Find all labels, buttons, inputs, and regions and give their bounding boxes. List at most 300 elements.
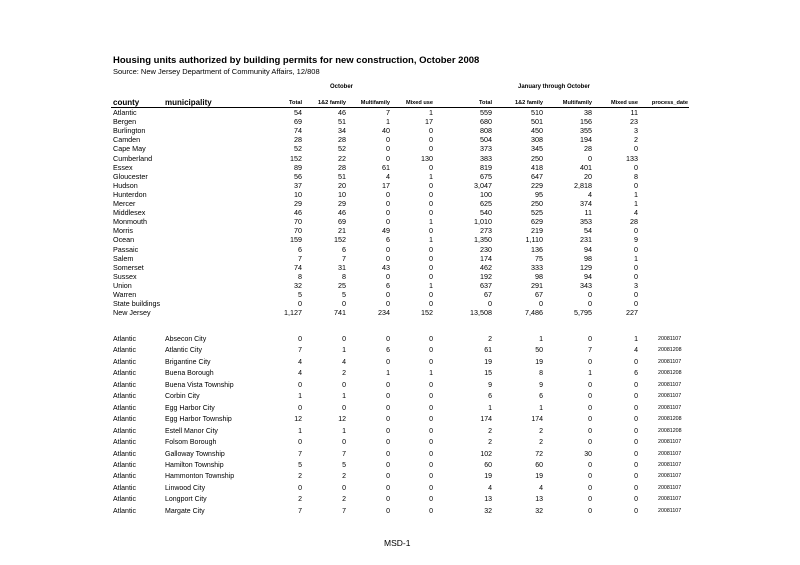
ytd-multifamily-cell: 30 [584, 450, 592, 458]
col-header-ytd-multifamily: Multifamily [562, 100, 592, 106]
oct-multifamily-cell: 1 [386, 370, 390, 378]
oct-mixed-use-cell: 0 [429, 262, 433, 272]
ytd-multifamily-cell: 0 [588, 484, 592, 492]
ytd-multifamily-cell: 7 [588, 347, 592, 355]
oct-total-cell: 52 [294, 144, 302, 154]
process-date-cell: 20081107 [658, 358, 682, 365]
oct-1and2-family-cell: 52 [338, 144, 346, 154]
table-row [0, 380, 800, 391]
oct-mixed-use-cell: 0 [429, 271, 433, 281]
ytd-1and2-family-cell: 13 [535, 496, 543, 504]
table-row [0, 108, 800, 117]
ytd-multifamily-cell: 401 [580, 162, 592, 172]
oct-mixed-use-cell: 1 [429, 108, 433, 117]
oct-1and2-family-cell: 1 [342, 347, 346, 355]
oct-multifamily-cell: 0 [386, 271, 390, 281]
municipality-cell: Estell Manor City [165, 427, 218, 435]
ytd-mixed-use-cell: 6 [634, 370, 638, 378]
oct-1and2-family-cell: 5 [342, 290, 346, 299]
ytd-total-cell: 230 [480, 244, 492, 254]
ytd-multifamily-cell: 0 [588, 496, 592, 504]
ytd-mixed-use-cell: 1 [634, 199, 638, 208]
oct-multifamily-cell: 0 [386, 496, 390, 504]
table-row [0, 135, 800, 144]
oct-multifamily-cell: 0 [386, 189, 390, 199]
oct-multifamily-cell: 0 [386, 253, 390, 263]
county-cell: Hudson [113, 180, 138, 190]
col-header-ytd-mixed-use: Mixed use [610, 100, 638, 106]
process-date-cell: 20081107 [658, 450, 682, 457]
process-date-cell: 20081107 [658, 496, 682, 503]
ytd-total-cell: 192 [480, 271, 492, 281]
ytd-mixed-use-cell: 0 [634, 226, 638, 236]
table-row [0, 144, 800, 153]
oct-total-cell: 74 [294, 262, 302, 272]
oct-1and2-family-cell: 5 [342, 461, 346, 469]
process-date-cell: 20081107 [658, 393, 682, 400]
ytd-1and2-family-cell: 219 [531, 226, 543, 236]
ytd-1and2-family-cell: 32 [535, 507, 543, 515]
table-row [0, 190, 800, 199]
ytd-total-cell: 462 [480, 262, 492, 272]
oct-mixed-use-cell: 0 [429, 473, 433, 481]
ytd-multifamily-cell: 0 [588, 439, 592, 447]
ytd-total-cell: 625 [480, 199, 492, 208]
county-cell: Camden [113, 135, 141, 145]
ytd-1and2-family-cell: 7,486 [525, 308, 543, 318]
ytd-multifamily-cell: 353 [580, 217, 592, 227]
table-row [0, 403, 800, 414]
ytd-1and2-family-cell: 525 [531, 208, 543, 218]
oct-mixed-use-cell: 0 [429, 393, 433, 401]
ytd-total-cell: 174 [480, 253, 492, 263]
ytd-total-cell: 1 [488, 404, 492, 412]
county-cell: Atlantic [113, 108, 137, 117]
table-row [0, 357, 800, 368]
ytd-total-cell: 9 [488, 381, 492, 389]
ytd-1and2-family-cell: 6 [539, 393, 543, 401]
ytd-multifamily-cell: 4 [588, 189, 592, 199]
ytd-total-cell: 4 [488, 484, 492, 492]
oct-total-cell: 74 [294, 126, 302, 136]
county-cell: Monmouth [113, 217, 147, 227]
oct-multifamily-cell: 0 [386, 450, 390, 458]
process-date-cell: 20081107 [658, 381, 682, 388]
table-row [0, 226, 800, 235]
county-cell: Atlantic [113, 416, 136, 424]
oct-total-cell: 0 [298, 381, 302, 389]
ytd-total-cell: 100 [480, 189, 492, 199]
ytd-mixed-use-cell: 0 [634, 162, 638, 172]
ytd-mixed-use-cell: 0 [634, 416, 638, 424]
municipality-cell: Egg Harbor Township [165, 416, 232, 424]
ytd-multifamily-cell: 0 [588, 461, 592, 469]
ytd-1and2-family-cell: 19 [535, 473, 543, 481]
oct-1and2-family-cell: 10 [338, 189, 346, 199]
oct-total-cell: 2 [298, 496, 302, 504]
municipality-cell: Longport City [165, 496, 207, 504]
oct-1and2-family-cell: 28 [338, 135, 346, 145]
oct-total-cell: 0 [298, 336, 302, 343]
oct-total-cell: 32 [294, 280, 302, 290]
county-cell: Atlantic [113, 496, 136, 504]
oct-total-cell: 7 [298, 253, 302, 263]
process-date-cell: 20081107 [658, 507, 682, 514]
oct-mixed-use-cell: 0 [429, 461, 433, 469]
ytd-1and2-family-cell: 229 [531, 180, 543, 190]
ytd-multifamily-cell: 94 [584, 271, 592, 281]
ytd-mixed-use-cell: 0 [634, 427, 638, 435]
oct-1and2-family-cell: 31 [338, 262, 346, 272]
table-row [0, 263, 800, 272]
ytd-total-cell: 637 [480, 280, 492, 290]
oct-mixed-use-cell: 0 [429, 208, 433, 218]
oct-total-cell: 28 [294, 135, 302, 145]
ytd-1and2-family-cell: 501 [531, 117, 543, 127]
ytd-total-cell: 373 [480, 144, 492, 154]
oct-mixed-use-cell: 0 [429, 439, 433, 447]
col-header-oct-mixed-use: Mixed use [405, 100, 433, 106]
ytd-total-cell: 15 [484, 370, 492, 378]
oct-total-cell: 6 [298, 244, 302, 254]
oct-total-cell: 2 [298, 473, 302, 481]
county-cell: State buildings [113, 299, 161, 309]
table-row [0, 368, 800, 379]
ytd-1and2-family-cell: 250 [531, 199, 543, 208]
oct-1and2-family-cell: 29 [338, 199, 346, 208]
oct-total-cell: 152 [290, 153, 302, 163]
ytd-mixed-use-cell: 9 [634, 235, 638, 245]
ytd-mixed-use-cell: 0 [634, 461, 638, 469]
process-date-cell: 20081107 [658, 336, 682, 342]
ytd-1and2-family-cell: 510 [531, 108, 543, 117]
oct-mixed-use-cell: 1 [429, 280, 433, 290]
oct-multifamily-cell: 61 [382, 162, 390, 172]
oct-mixed-use-cell: 0 [429, 427, 433, 435]
oct-1and2-family-cell: 0 [342, 381, 346, 389]
oct-1and2-family-cell: 69 [338, 217, 346, 227]
ytd-mixed-use-cell: 11 [630, 108, 638, 117]
oct-multifamily-cell: 0 [386, 404, 390, 412]
oct-total-cell: 46 [294, 208, 302, 218]
municipality-cell: Folsom Borough [165, 439, 217, 447]
ytd-mixed-use-cell: 0 [634, 450, 638, 458]
table-row [0, 426, 800, 437]
oct-multifamily-cell: 6 [386, 347, 390, 355]
county-cell: Middlesex [113, 208, 146, 218]
oct-total-cell: 0 [298, 404, 302, 412]
ytd-total-cell: 0 [488, 299, 492, 309]
col-header-county: county [113, 98, 140, 107]
oct-multifamily-cell: 0 [386, 461, 390, 469]
municipality-cell: Hammonton Township [165, 473, 235, 481]
municipality-cell: Margate City [165, 507, 205, 515]
ytd-1and2-family-cell: 250 [531, 153, 543, 163]
oct-1and2-family-cell: 1 [342, 393, 346, 401]
oct-1and2-family-cell: 7 [342, 450, 346, 458]
oct-multifamily-cell: 0 [386, 473, 390, 481]
ytd-total-cell: 2 [488, 336, 492, 343]
ytd-multifamily-cell: 0 [588, 336, 592, 343]
county-cell: Atlantic [113, 381, 136, 389]
col-header-ytd-1and2-family: 1&2 family [515, 100, 543, 106]
ytd-1and2-family-cell: 450 [531, 126, 543, 136]
ytd-mixed-use-cell: 1 [634, 253, 638, 263]
ytd-mixed-use-cell: 0 [634, 393, 638, 401]
oct-mixed-use-cell: 0 [429, 162, 433, 172]
ytd-mixed-use-cell: 0 [634, 299, 638, 309]
ytd-1and2-family-cell: 72 [535, 450, 543, 458]
oct-multifamily-cell: 0 [386, 135, 390, 145]
ytd-mixed-use-cell: 0 [634, 358, 638, 366]
ytd-mixed-use-cell: 227 [626, 308, 638, 318]
ytd-1and2-family-cell: 291 [531, 280, 543, 290]
oct-total-cell: 89 [294, 162, 302, 172]
ytd-multifamily-cell: 129 [580, 262, 592, 272]
oct-mixed-use-cell: 0 [429, 126, 433, 136]
table-row [0, 217, 800, 226]
municipality-cell: Buena Borough [165, 370, 214, 378]
table-row [0, 299, 800, 308]
oct-multifamily-cell: 0 [386, 208, 390, 218]
ytd-mixed-use-cell: 8 [634, 171, 638, 181]
oct-multifamily-cell: 0 [386, 217, 390, 227]
process-date-cell: 20081107 [658, 484, 682, 491]
oct-1and2-family-cell: 2 [342, 370, 346, 378]
oct-mixed-use-cell: 0 [429, 135, 433, 145]
ytd-multifamily-cell: 2,818 [574, 180, 592, 190]
oct-1and2-family-cell: 2 [342, 473, 346, 481]
ytd-mixed-use-cell: 1 [634, 189, 638, 199]
table-row [0, 163, 800, 172]
ytd-mixed-use-cell: 0 [634, 496, 638, 504]
oct-multifamily-cell: 0 [386, 507, 390, 515]
col-header-municipality: municipality [165, 98, 212, 107]
process-date-cell: 20081107 [658, 439, 682, 446]
ytd-1and2-family-cell: 174 [531, 416, 543, 424]
ytd-multifamily-cell: 156 [580, 117, 592, 127]
ytd-1and2-family-cell: 647 [531, 171, 543, 181]
table-row [0, 460, 800, 471]
oct-1and2-family-cell: 0 [342, 404, 346, 412]
ytd-1and2-family-cell: 2 [539, 427, 543, 435]
oct-multifamily-cell: 0 [386, 336, 390, 343]
county-cell: Burlington [113, 126, 146, 136]
ytd-total-cell: 6 [488, 393, 492, 401]
county-cell: Atlantic [113, 507, 136, 515]
ytd-total-cell: 61 [484, 347, 492, 355]
ytd-total-cell: 32 [484, 507, 492, 515]
county-cell: Cumberland [113, 153, 153, 163]
ytd-mixed-use-cell: 133 [626, 153, 638, 163]
report-title: Housing units authorized by building permits for new construction, October 2008 [113, 55, 480, 66]
table-row [0, 471, 800, 482]
ytd-total-cell: 383 [480, 153, 492, 163]
municipality-cell: Galloway Township [165, 450, 225, 458]
oct-multifamily-cell: 0 [386, 153, 390, 163]
oct-multifamily-cell: 17 [382, 180, 390, 190]
county-cell: Atlantic [113, 336, 136, 343]
ytd-1and2-family-cell: 1 [539, 336, 543, 343]
oct-multifamily-cell: 6 [386, 280, 390, 290]
county-cell: Gloucester [113, 171, 148, 181]
oct-1and2-family-cell: 2 [342, 496, 346, 504]
municipality-cell: Atlantic City [165, 347, 202, 355]
oct-multifamily-cell: 0 [386, 199, 390, 208]
oct-multifamily-cell: 1 [386, 117, 390, 127]
ytd-1and2-family-cell: 418 [531, 162, 543, 172]
ytd-mixed-use-cell: 0 [634, 507, 638, 515]
table-row [0, 154, 800, 163]
county-cell: Salem [113, 253, 134, 263]
oct-multifamily-cell: 4 [386, 171, 390, 181]
oct-mixed-use-cell: 0 [429, 226, 433, 236]
oct-mixed-use-cell: 1 [429, 235, 433, 245]
oct-mixed-use-cell: 0 [429, 496, 433, 504]
municipality-cell: Hamilton Township [165, 461, 224, 469]
ytd-total-cell: 540 [480, 208, 492, 218]
ytd-multifamily-cell: 1 [588, 370, 592, 378]
ytd-1and2-family-cell: 629 [531, 217, 543, 227]
ytd-1and2-family-cell: 75 [535, 253, 543, 263]
oct-multifamily-cell: 0 [386, 416, 390, 424]
ytd-total-cell: 3,047 [474, 180, 492, 190]
ytd-multifamily-cell: 11 [584, 208, 592, 218]
county-cell: Atlantic [113, 461, 136, 469]
oct-mixed-use-cell: 1 [429, 370, 433, 378]
col-header-ytd-total: Total [479, 100, 492, 106]
ytd-1and2-family-cell: 136 [531, 244, 543, 254]
table-row [0, 345, 800, 356]
oct-mixed-use-cell: 0 [429, 381, 433, 389]
oct-multifamily-cell: 49 [382, 226, 390, 236]
ytd-total-cell: 102 [480, 450, 492, 458]
ytd-total-cell: 2 [488, 439, 492, 447]
ytd-total-cell: 808 [480, 126, 492, 136]
oct-1and2-family-cell: 21 [338, 226, 346, 236]
oct-1and2-family-cell: 0 [342, 484, 346, 492]
ytd-mixed-use-cell: 3 [634, 280, 638, 290]
oct-total-cell: 70 [294, 217, 302, 227]
ytd-mixed-use-cell: 0 [634, 271, 638, 281]
ytd-total-cell: 13 [484, 496, 492, 504]
oct-mixed-use-cell: 0 [429, 290, 433, 299]
ytd-multifamily-cell: 98 [584, 253, 592, 263]
table-row [0, 245, 800, 254]
col-header-oct-total: Total [289, 100, 302, 106]
oct-mixed-use-cell: 0 [429, 404, 433, 412]
process-date-cell: 20081208 [658, 427, 682, 434]
oct-1and2-family-cell: 6 [342, 244, 346, 254]
ytd-mixed-use-cell: 4 [634, 208, 638, 218]
ytd-mixed-use-cell: 0 [634, 290, 638, 299]
oct-mixed-use-cell: 0 [429, 347, 433, 355]
municipality-cell: Corbin City [165, 393, 200, 401]
table-row [0, 254, 800, 263]
oct-multifamily-cell: 0 [386, 358, 390, 366]
ytd-total-cell: 19 [484, 358, 492, 366]
municipality-cell: Absecon City [165, 336, 207, 343]
oct-multifamily-cell: 0 [386, 299, 390, 309]
oct-multifamily-cell: 6 [386, 235, 390, 245]
table-row [0, 414, 800, 425]
table-row [0, 281, 800, 290]
col-header-oct-multifamily: Multifamily [360, 100, 390, 106]
municipality-cell: Egg Harbor City [165, 404, 215, 412]
ytd-1and2-family-cell: 50 [535, 347, 543, 355]
oct-multifamily-cell: 0 [386, 381, 390, 389]
ytd-mixed-use-cell: 0 [634, 473, 638, 481]
oct-mixed-use-cell: 17 [425, 117, 433, 127]
ytd-multifamily-cell: 38 [584, 108, 592, 117]
oct-1and2-family-cell: 0 [342, 336, 346, 343]
table-row [0, 199, 800, 208]
county-cell: Atlantic [113, 347, 136, 355]
oct-1and2-family-cell: 7 [342, 253, 346, 263]
ytd-total-cell: 19 [484, 473, 492, 481]
municipality-cell: Linwood City [165, 484, 206, 492]
oct-1and2-family-cell: 0 [342, 299, 346, 309]
oct-mixed-use-cell: 130 [421, 153, 433, 163]
oct-1and2-family-cell: 152 [334, 235, 346, 245]
oct-multifamily-cell: 0 [386, 393, 390, 401]
oct-1and2-family-cell: 7 [342, 507, 346, 515]
table-row [0, 172, 800, 181]
oct-1and2-family-cell: 28 [338, 162, 346, 172]
ytd-mixed-use-cell: 2 [634, 135, 638, 145]
ytd-multifamily-cell: 0 [588, 473, 592, 481]
oct-total-cell: 0 [298, 299, 302, 309]
ytd-1and2-family-cell: 98 [535, 271, 543, 281]
oct-1and2-family-cell: 1 [342, 427, 346, 435]
oct-multifamily-cell: 0 [386, 427, 390, 435]
ytd-mixed-use-cell: 0 [634, 484, 638, 492]
ytd-mixed-use-cell: 0 [634, 244, 638, 254]
county-cell: Atlantic [113, 439, 136, 447]
ytd-total-cell: 819 [480, 162, 492, 172]
ytd-1and2-family-cell: 95 [535, 189, 543, 199]
ytd-multifamily-cell: 54 [584, 226, 592, 236]
ytd-total-cell: 504 [480, 135, 492, 145]
oct-1and2-family-cell: 0 [342, 439, 346, 447]
ytd-multifamily-cell: 0 [588, 153, 592, 163]
ytd-multifamily-cell: 355 [580, 126, 592, 136]
ytd-mixed-use-cell: 0 [634, 439, 638, 447]
oct-total-cell: 5 [298, 290, 302, 299]
oct-total-cell: 69 [294, 117, 302, 127]
oct-mixed-use-cell: 1 [429, 171, 433, 181]
oct-1and2-family-cell: 51 [338, 171, 346, 181]
oct-total-cell: 1 [298, 393, 302, 401]
ytd-1and2-family-cell: 2 [539, 439, 543, 447]
oct-1and2-family-cell: 12 [338, 416, 346, 424]
oct-total-cell: 70 [294, 226, 302, 236]
table-row [0, 506, 800, 517]
oct-total-cell: 1,127 [284, 308, 302, 318]
county-cell: New Jersey [113, 308, 151, 318]
ytd-1and2-family-cell: 308 [531, 135, 543, 145]
col-header-process-date: process_date [651, 100, 688, 106]
oct-1and2-family-cell: 46 [338, 208, 346, 218]
group-label-ytd: January through October [518, 84, 591, 90]
table-row [0, 181, 800, 190]
ytd-multifamily-cell: 0 [588, 290, 592, 299]
oct-total-cell: 12 [294, 416, 302, 424]
oct-total-cell: 7 [298, 347, 302, 355]
ytd-multifamily-cell: 194 [580, 135, 592, 145]
ytd-1and2-family-cell: 4 [539, 484, 543, 492]
oct-1and2-family-cell: 22 [338, 153, 346, 163]
